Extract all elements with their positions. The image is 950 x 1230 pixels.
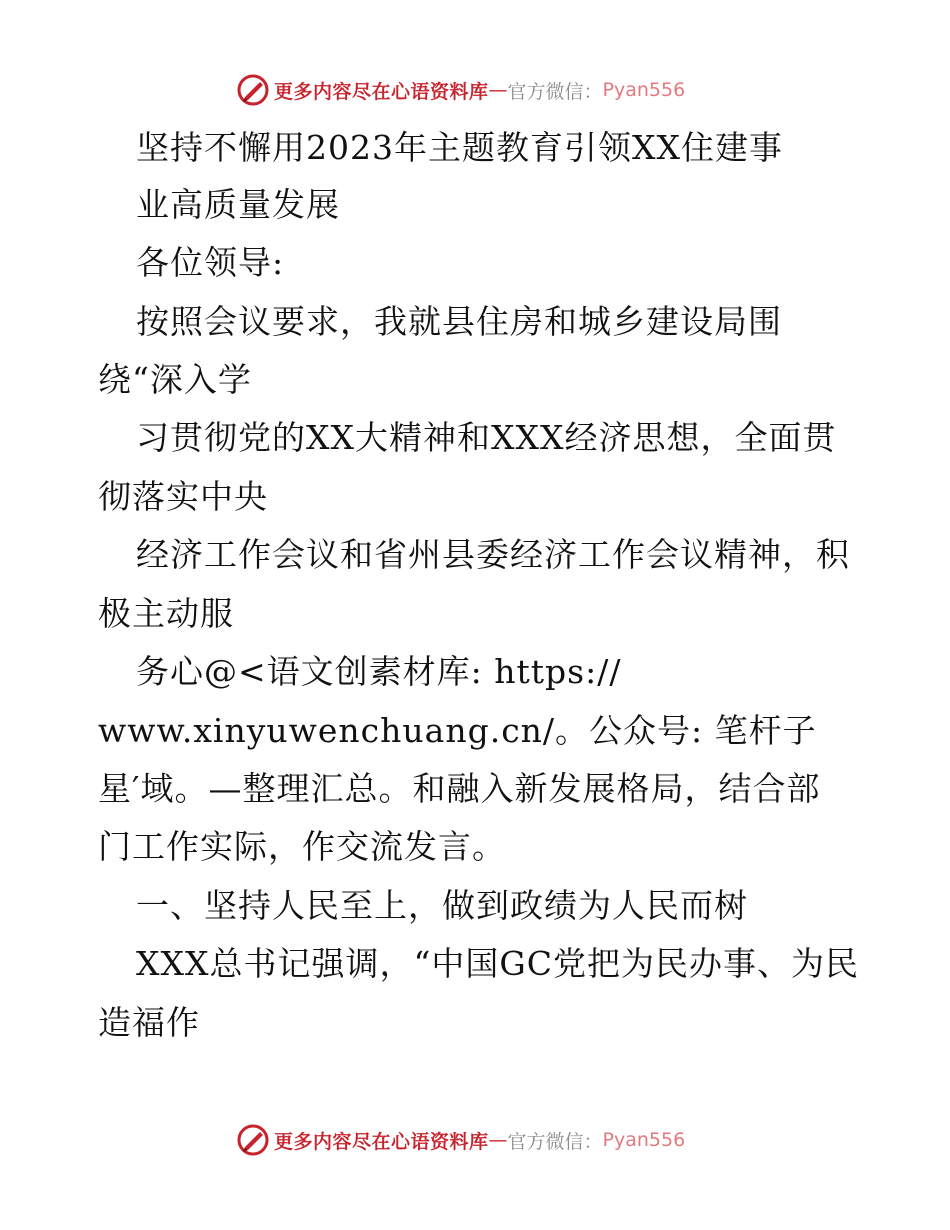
doc-section-heading: 一、坚持人民至上，做到政绩为人民而树 [136,886,748,925]
banner-wechat-id: Pyan556 [602,79,686,101]
doc-paragraph-line: 经济工作会议和省州县委经济工作会议精神，积 [136,535,850,574]
footer-watermark-banner [236,1122,685,1158]
brand-logo-icon [236,1123,270,1157]
brand-logo-icon [236,73,270,107]
banner-dash: — [488,1129,508,1151]
doc-title-line-2: 业高质量发展 [136,185,340,224]
doc-paragraph-line: 习贯彻党的XX大精神和XXX经济思想，全面贯 [136,418,837,457]
doc-title-line-1: 坚持不懈用2023年主题教育引领XX住建事 [136,128,783,167]
doc-paragraph-line: 绕“深入学 [98,360,252,399]
doc-salutation: 各位领导: [136,243,285,282]
banner-wechat-id: Pyan556 [602,1129,686,1151]
doc-paragraph-line: www.xinyuwenchuang.cn/。公众号: 笔杆子 [98,711,817,750]
doc-paragraph-line: XXX总书记强调，“中国GC党把为民办事、为民 [136,944,859,983]
banner-wechat-label: 官方微信： [507,1130,603,1153]
header-watermark-banner [236,72,685,108]
doc-paragraph-line: 造福作 [98,1003,200,1042]
banner-brand-text: 更多内容尽在心语资料库 [274,80,489,103]
doc-paragraph-line: 务心@<语文创素材库: https:// [136,652,622,691]
doc-paragraph-line: 极主动服 [98,594,234,633]
banner-dash: — [488,79,508,101]
doc-paragraph-line: 彻落实中央 [98,477,268,516]
doc-paragraph-line: 星′域。—整理汇总。和融入新发展格局，结合部 [98,769,821,808]
doc-paragraph-line: 按照会议要求，我就县住房和城乡建设局围 [136,302,782,341]
banner-wechat-label: 官方微信： [507,80,603,103]
doc-paragraph-line: 门工作实际，作交流发言。 [98,827,506,866]
banner-brand-text: 更多内容尽在心语资料库 [274,1130,489,1153]
